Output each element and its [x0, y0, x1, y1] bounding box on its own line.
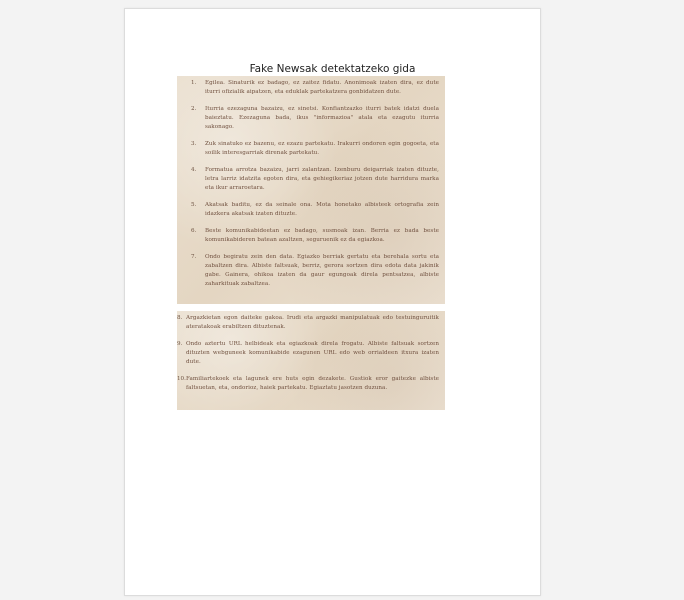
item-text: Iturria ezezaguna bazaizu, ez sinetsi. Konfiantzazko iturri batek idatzi duela baieztatu. Ezezaguna bada, ikus "informazioa" atala eta ezagutu iturria sakonago. — [205, 106, 439, 130]
item-text: Formatua arrotza bazaizu, jarri zalantzan. Izenburu deigarriak izaten dituzte, letra larriz idatzita egoten dira, eta gehiegikeriaz jotzen dute harridura marka eta ikur arraroetara. — [205, 167, 439, 191]
item-number: 6. — [191, 228, 197, 234]
item-text: Egilea. Sinaturik ez badago, ez zaitez fidatu. Anonimoak izaten dira, ez dute iturri ofizialik aipatzen, eta eduklak partekatzera gonbidatzen dute. — [205, 80, 439, 95]
page-title: Fake Newsak detektatzeko gida — [249, 63, 416, 75]
item-number: 5. — [191, 202, 197, 208]
guide-panel-2 — [177, 311, 445, 410]
item-number: 1. — [191, 80, 197, 86]
list-item — [191, 140, 439, 158]
item-text: Akatsak baditu, ez da seinale ona. Mota honetako albisteek ortografia zein idazkera akatsak izaten dituzte. — [205, 202, 439, 217]
item-number: 9. — [177, 341, 183, 347]
list-item — [191, 166, 439, 193]
item-number: 8. — [177, 315, 183, 321]
list-item — [177, 375, 439, 393]
item-text: Ondo begiratu zein den data. Egiazko berriak gertatu eta berehala sortu eta zabaltzen dira. Albiste faltsuak, berriz, gerora sortzen dira edota data jakinik gabe. Gainera, ohikoa izaten da gaur egungoak direla pentsatzea, albiste zaharkituak zabaltzea. — [205, 254, 439, 287]
item-number: 2. — [191, 106, 197, 112]
list-item — [191, 105, 439, 132]
list-item — [191, 227, 439, 245]
item-text: Zuk sinatuko ez bazenu, ez ezazu partekatu. Irakurri ondoren egin gogoeta, eta soilik interesgarriak direnak partekatu. — [205, 141, 439, 156]
item-number: 4. — [191, 167, 197, 173]
item-number: 3. — [191, 141, 197, 147]
item-text: Argazkietan egon daiteke gakoa. Irudi eta argazki manipulatuak edo testuinguruitik ateratakoak erabiltzen dituztenak. — [186, 315, 439, 330]
item-number: 10. — [177, 376, 186, 382]
list-item — [191, 253, 439, 289]
list-item — [177, 314, 439, 332]
document-page — [124, 8, 541, 596]
item-text: Ondo aztertu URL helbideak eta egiazkoak direla frogatu. Albiste faltsuak sortzen dituzten webguneek komunikabide ezagunen URL edo web orrialdeen itxura izaten dute. — [186, 341, 439, 365]
item-text: Familiartekoek eta lagunek ere huts egin dezakete. Gustiok eror gaitezke albiste faltsuetan, eta, ondorioz, haiek partekatu. Egiaztatu jasotzen duzuna. — [186, 376, 439, 391]
list-item — [191, 79, 439, 97]
guide-panel-1 — [177, 76, 445, 304]
item-number: 7. — [191, 254, 197, 260]
list-item — [177, 340, 439, 367]
list-item — [191, 201, 439, 219]
item-text: Beste komunikabideetan ez badago, susmoak izan. Berria ez bada beste komunikabideren batean azaltzen, seguruenik ez da egiazkoa. — [205, 228, 439, 243]
